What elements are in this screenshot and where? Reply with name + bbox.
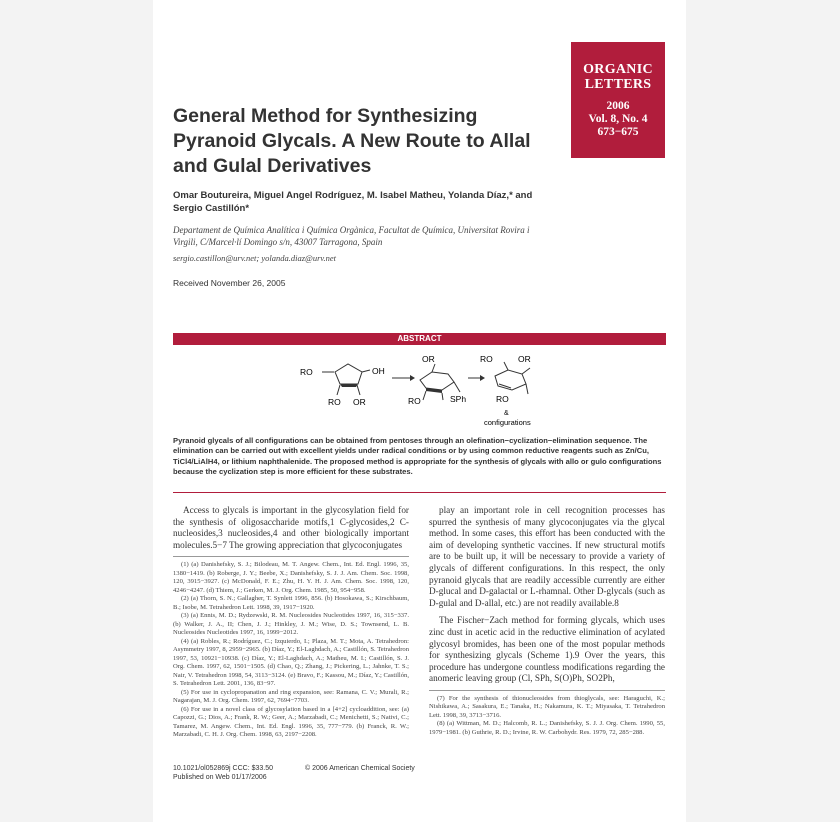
affiliation: Departament de Química Analítica i Química Orgànica, Facultat de Química, Universitat Rovira i Virgili, C/Marcel·lí Domingo s/n, 43007 Tarragona, Spain	[173, 225, 530, 247]
copyright-text: © 2006 American Chemical Society	[304, 765, 415, 772]
scheme-configurations-label: configurations	[484, 418, 531, 427]
scheme-ro-label-2: RO	[328, 397, 341, 407]
contact-email: sergio.castillon@urv.net; yolanda.diaz@urv.net	[173, 253, 337, 263]
journal-badge	[571, 42, 665, 158]
published-date: Published on Web 01/17/2006	[173, 774, 267, 781]
journal-pages: 673−675	[597, 126, 639, 138]
page-footer	[173, 764, 573, 782]
scheme-or-label-3: OR	[518, 354, 531, 364]
abstract-text: Pyranoid glycals of all configurations can be obtained from pentoses through an olefination−cyclization−elimination sequence. The elimination can be carried out with excellent yields under radical conditions or by using common reductive reagents such as Zn/Cu, TiCl4/LiAlH4, or lithium naphthalenide. The proposed method is appropriate for the synthesis of glycals with allo or gulo configurations because the cyclization step is more efficient for these substrates.	[173, 436, 662, 476]
references-right	[429, 690, 665, 738]
body-paragraph: play an important role in cell recognition processes has spurred the synthesis of many glycoconjugates via the glycal method. In some cases, this effort has been conducted with the aim of developing synthetic vaccines. If new structural motifs are to be built up, it will be necessary to provide a variety of glycals of different configurations. In this respect, the only pyranoid glycals that are readily accessible currently are either D-glucal and D-galactal or L-rhamnal. Other D-glycals (such as D-gulal and D-allal, etc.) are not readily available.8	[429, 505, 665, 608]
abstract-divider	[173, 492, 666, 493]
body-paragraph: The Fischer−Zach method for forming glycals, which uses zinc dust in acetic acid in the reductive elimination of acylated glycosyl bromides, has been one of the most popular methods for synthesizing glycals (Scheme 1).9 Over the years, this procedure has undergone countless modifications regarding the anomeric leaving group (Cl, SPh, S(O)Ph, SO2Ph,	[429, 615, 665, 684]
intro-paragraph: Access to glycals is important in the glycosylation field for the synthesis of oligosaccharide motifs,1 C-glycosides,2 C-nucleosides,3 nucleosides,4 and other biologically important molecules.5−7 The growing appreciation that glycoconjugates	[173, 505, 409, 550]
references-left	[173, 556, 409, 740]
scheme-or-label: OR	[353, 397, 366, 407]
body-column-right	[429, 505, 665, 737]
scheme-ro-label-4: RO	[480, 354, 493, 364]
scheme-ro-label-3: RO	[408, 396, 421, 406]
reference-item: (8) (a) Wittman, M. D.; Halcomb, R. L.; Danishefsky, S. J. J. Org. Chem. 1990, 55, 1979−1981. (b) Guthrie, R. D.; Irvine, R. W. Carbohydr. Res. 1979, 72, 285−288.	[429, 720, 665, 736]
journal-year: 2006	[606, 100, 630, 112]
reference-item: (6) For use in a novel class of glycosylation based in a [4+2] cycloaddition, see: (a) Capozzi, G.; Dios, A.; Frank, R. W.; Geer, A.; Marzabadi, C.; Menichetti, S.; Nativi, C.; Tamarez, M. Angew. Chem., Int. Ed. Engl. 1996, 35, 777−779. (b) Franck, R. W.; Marzabadi, C. H. J. Org. Chem. 1998, 63, 2197−2208.	[173, 705, 409, 739]
doi-text: 10.1021/ol052869j CCC: $33.50	[173, 765, 274, 772]
author-list: Omar Boutureira, Miguel Angel Rodríguez, M. Isabel Matheu, Yolanda Díaz,* and Sergio Castillón*	[173, 190, 533, 214]
scheme-oh-label: OH	[372, 366, 385, 376]
scheme-ampersand: &	[504, 410, 509, 417]
journal-name-line1: ORGANIC	[583, 62, 653, 77]
journal-volume: Vol. 8, No. 4	[588, 113, 648, 125]
body-column-left	[173, 505, 409, 740]
article-title: General Method for Synthesizing Pyranoid Glycals. A New Route to Allal and Gulal Derivatives	[173, 105, 531, 177]
reference-item: (4) (a) Robles, R.; Rodríguez, C.; Izquierdo, I.; Plaza, M. T.; Mota, A. Tetrahedron: Asymmetry 1997, 8, 2959−2965. (b) Díaz, Y.; El-Laghdach, A.; Castillón, S. Tetrahedron 1997, 53, 10921−10938. (c) Díaz, Y.; El-Laghdach, A.; Matheu, M. I.; Castillón, S. J. Org. Chem. 1997, 62, 1501−1505. (d) Chao, Q.; Zhang, J.; Pickering, L.; Jahnke, T. S.; Nair, V. Tetrahedron 1998, 54, 3113−3124. (e) Bravo, F.; Kassou, M.; Díaz, Y.; Castillón, S. Tetrahedron Lett. 2001, 136, 83−97.	[173, 637, 409, 688]
reference-item: (1) (a) Danishefsky, S. J.; Bilodeau, M. T. Angew. Chem., Int. Ed. Engl. 1996, 35, 1380−1419. (b) Roberge, J. Y.; Beebe, X.; Danishefsky, S. J. J. Am. Chem. Soc. 1998, 120, 3915−3927. (c) McDonald, F. E.; Zhu, H. Y. H. J. Am. Chem. Soc. 1998, 120, 4246−4247. (d) Thiem, J.; Gerken, M. J. Org. Chem. 1985, 50, 954−958.	[173, 561, 409, 594]
scheme-or-label-2: OR	[422, 354, 435, 364]
abstract-scheme-graphic	[290, 350, 550, 430]
reference-item: (7) For the synthesis of thionucleosides from thioglycals, see: Haraguchi, K.; Nishikawa, A.; Sasakura, E.; Tanaka, H.; Nakamura, K. T.; Miyasaka, T. Tetrahedron Lett. 1998, 39, 3713−3716.	[429, 694, 665, 719]
scheme-ro-label: RO	[300, 367, 313, 377]
reference-item: (3) (a) Ennis, M. D.; Rydzewski, R. M. Nucleosides Nucleotides 1997, 16, 315−337. (b) Walker, J. A., II; Chen, J. J.; Hinkley, J. M.; Wise, D. S.; Townsend, L. B. Nucleosides Nucleotides 1997, 16, 1999−2012.	[173, 612, 409, 637]
scheme-ro-label-5: RO	[496, 394, 509, 404]
abstract-heading: ABSTRACT	[173, 333, 666, 345]
reference-item: (5) For use in cyclopropanation and ring expansion, see: Ramana, C. V.; Murali, R.; Nagarajan, M. J. Org. Chem. 1997, 62, 7694−7703.	[173, 688, 409, 705]
reference-item: (2) (a) Thorn, S. N.; Gallagher, T. Synlett 1996, 856. (b) Hosokawa, S.; Kirschbaum, B.; Isobe, M. Tetrahedron Lett. 1998, 39, 1917−1920.	[173, 595, 409, 611]
received-date: Received November 26, 2005	[173, 278, 286, 288]
journal-name-line2: LETTERS	[584, 77, 652, 92]
scheme-sph-label: SPh	[450, 394, 467, 404]
